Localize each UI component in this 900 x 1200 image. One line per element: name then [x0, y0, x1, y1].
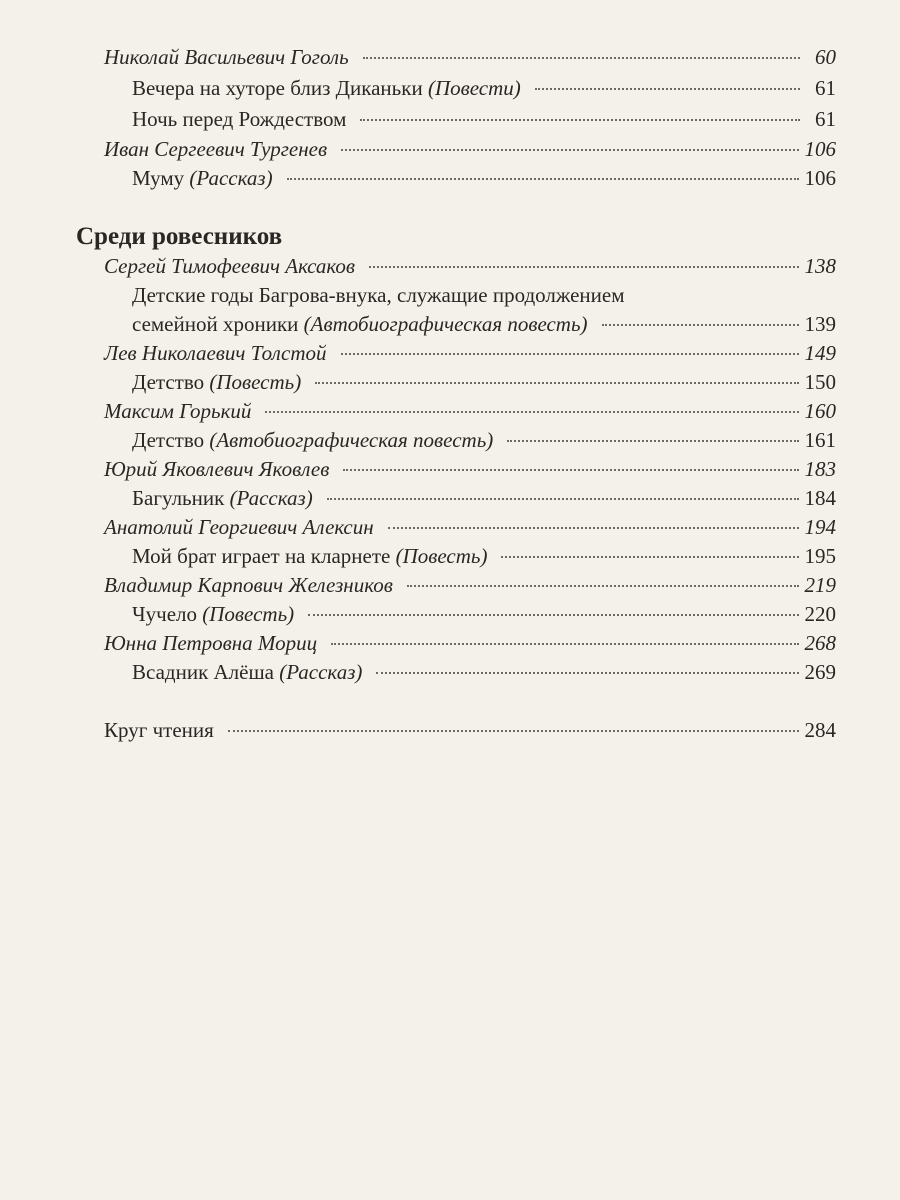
toc-entry-author: [104, 571, 836, 599]
toc-entry-work: [132, 164, 836, 192]
entry-title: Максим Горький: [104, 399, 252, 423]
toc-entry-work: [132, 426, 836, 454]
leader-dots: [265, 411, 798, 413]
toc-entry-work: [132, 542, 836, 570]
leader-dots: [535, 88, 800, 90]
entry-title: Юнна Петровна Мориц: [104, 631, 318, 655]
leader-dots: [376, 672, 798, 674]
leader-dots: [369, 266, 798, 268]
entry-title: Анатолий Георгиевич Алексин: [104, 515, 374, 539]
entry-title: Лев Николаевич Толстой: [104, 341, 327, 365]
entry-title: Всадник Алёша: [132, 660, 280, 684]
leader-dots: [388, 527, 799, 529]
entry-genre: (Повесть): [209, 370, 302, 394]
toc-entry-author: [104, 397, 836, 425]
toc-entry-work: [132, 484, 836, 512]
entry-genre: (Рассказ): [229, 486, 313, 510]
page-number: 150: [804, 370, 836, 394]
entry-genre: (Автобиографическая повесть): [303, 312, 588, 336]
toc-entry-author: [104, 455, 836, 483]
entry-title: Муму: [132, 166, 190, 190]
leader-dots: [341, 149, 798, 151]
entry-title: Сергей Тимофеевич Аксаков: [104, 254, 356, 278]
leader-dots: [341, 353, 799, 355]
entry-genre: (Автобиографическая повесть): [209, 428, 494, 452]
entry-title: Чучело: [132, 602, 203, 626]
leader-dots: [360, 119, 800, 121]
page-number: 61: [815, 107, 836, 131]
leader-dots: [343, 469, 798, 471]
toc-entry-work: [132, 310, 836, 338]
page-number: 195: [804, 544, 836, 568]
section-heading: Среди ровесников: [76, 223, 283, 250]
entry-title: Ночь перед Рождеством: [132, 107, 347, 131]
toc-entry-author: [104, 135, 836, 163]
page-number: 60: [815, 45, 836, 69]
entry-title: Юрий Яковлевич Яковлев: [104, 457, 330, 481]
leader-dots: [287, 178, 799, 180]
toc-entry-work: [132, 105, 836, 133]
entry-title-line2: семейной хроники: [132, 312, 304, 336]
page-number: 219: [804, 573, 836, 597]
toc-entry-author: [104, 629, 836, 657]
entry-title: Детство: [132, 428, 210, 452]
entry-title: Вечера на хуторе близ Диканьки: [132, 76, 428, 100]
toc-entry-work: [132, 368, 836, 396]
leader-dots: [507, 440, 798, 442]
toc-entry-reading-circle: [104, 716, 836, 744]
leader-dots: [228, 730, 799, 732]
entry-title-line1: Детские годы Багрова-внука, служащие продолжением: [132, 283, 625, 307]
entry-title: Иван Сергеевич Тургенев: [104, 137, 328, 161]
toc-entry-author: [104, 43, 836, 71]
entry-title: Круг чтения: [104, 718, 214, 742]
entry-title: Мой брат играет на кларнете: [132, 544, 396, 568]
toc-entry-work: [132, 74, 836, 102]
entry-genre: (Повесть): [202, 602, 295, 626]
entry-title: Детство: [132, 370, 210, 394]
page-number: 183: [804, 457, 836, 481]
toc-entry-author: [104, 252, 836, 280]
page-number: 269: [804, 660, 836, 684]
page-number: 106: [804, 137, 836, 161]
leader-dots: [363, 57, 800, 59]
leader-dots: [315, 382, 798, 384]
leader-dots: [501, 556, 798, 558]
toc-entry-work: [132, 658, 836, 686]
entry-genre: (Рассказ): [189, 166, 273, 190]
page-number: 161: [804, 428, 836, 452]
page-number: 184: [804, 486, 836, 510]
page-number: 284: [804, 718, 836, 742]
page-number: 160: [804, 399, 836, 423]
leader-dots: [327, 498, 799, 500]
toc-entry-author: [104, 513, 836, 541]
entry-genre: (Повести): [427, 76, 521, 100]
entry-title: Багульник: [132, 486, 230, 510]
page-number: 139: [804, 312, 836, 336]
leader-dots: [407, 585, 799, 587]
toc-entry-work: [132, 600, 836, 628]
page-number: 106: [804, 166, 836, 190]
page-number: 268: [804, 631, 836, 655]
entry-title: Владимир Карпович Железников: [104, 573, 393, 597]
entry-genre: (Рассказ): [279, 660, 363, 684]
page-number: 149: [804, 341, 836, 365]
page-number: 194: [804, 515, 836, 539]
page-number: 220: [804, 602, 836, 626]
toc-entry-author: [104, 339, 836, 367]
leader-dots: [602, 324, 799, 326]
page-number: 138: [804, 254, 836, 278]
page-number: 61: [815, 76, 836, 100]
entry-title: Николай Васильевич Гоголь: [104, 45, 349, 69]
leader-dots: [308, 614, 798, 616]
leader-dots: [331, 643, 798, 645]
entry-genre: (Повесть): [395, 544, 488, 568]
